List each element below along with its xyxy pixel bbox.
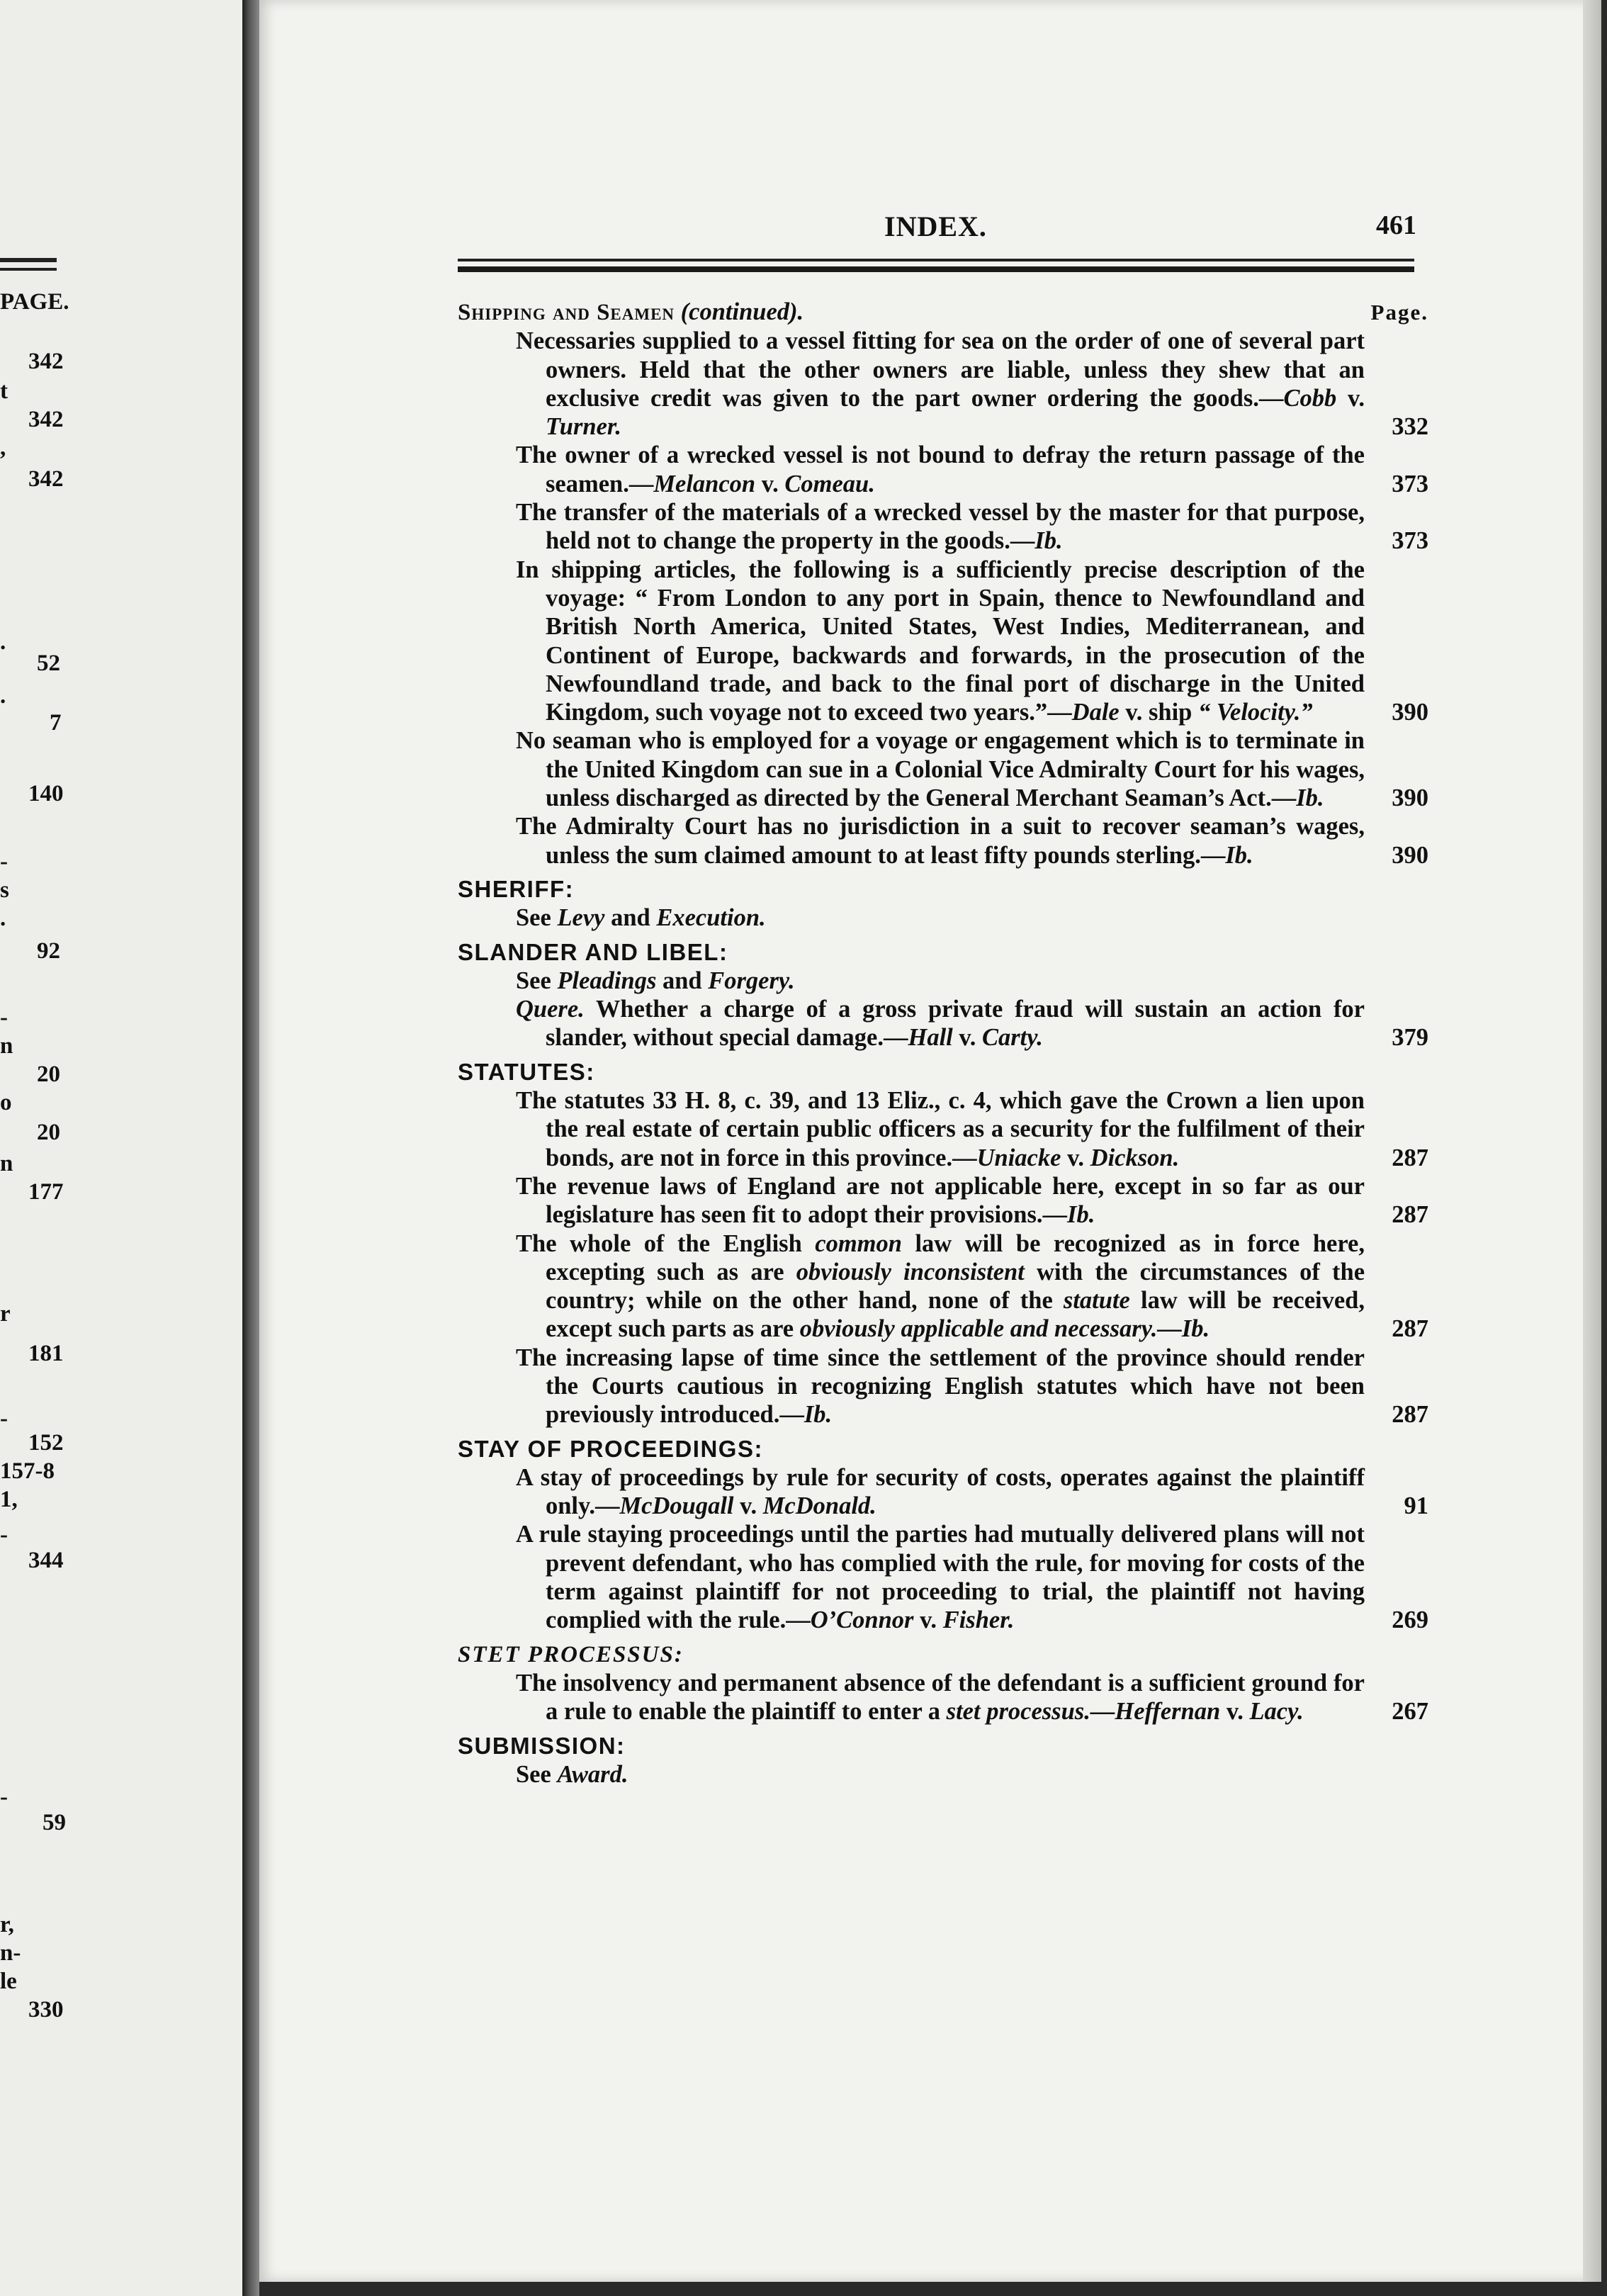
index-entry (458, 1229, 1428, 1344)
case-separator: v. (733, 1492, 763, 1520)
left-page-fragment: 157-8 (0, 1458, 55, 1484)
case-separator: v. (952, 1024, 982, 1052)
index-entry (458, 441, 1428, 498)
index-entry (458, 1520, 1428, 1634)
left-page-fragment: 177 (28, 1179, 64, 1205)
case-name: Ib. (1067, 1201, 1095, 1229)
case-party: Carty. (981, 1024, 1043, 1052)
case-separator: v. (755, 470, 785, 497)
entry-text: The revenue laws of England are not applicable here, except in so far as our legislature has seen fit to adopt their provisions.— (516, 1172, 1365, 1229)
case-name: Cobb (1283, 384, 1337, 412)
entry-italic-text: obviously inconsistent (796, 1258, 1025, 1285)
see-label: See (516, 967, 551, 994)
entry-text: The transfer of the materials of a wrecked vessel by the master for that purpose, held not to change the property in the goods.— (516, 499, 1365, 555)
entry-italic-text: stet processus.— (946, 1698, 1115, 1726)
case-party: Comeau. (784, 470, 875, 497)
left-page-fragment: 20 (37, 1120, 60, 1145)
index-entry (458, 1463, 1428, 1521)
entry-page-number: 390 (1392, 699, 1428, 726)
case-name: McDougall (619, 1492, 734, 1520)
section-heading-shipping (458, 298, 1428, 327)
left-page-fragment: n (0, 1033, 13, 1059)
entry-text: The Admiralty Court has no jurisdiction in a suit to recover seaman’s wages, unless the sum claimed amount to at least fifty pounds sterling.— (516, 813, 1365, 869)
index-entry (458, 1086, 1428, 1172)
and-label: and (656, 967, 709, 994)
header-rule-thin (458, 259, 1414, 261)
left-page-fragment: le (0, 1969, 17, 1994)
entry-page-number: 332 (1392, 413, 1428, 441)
left-page-fragment: 342 (28, 407, 64, 432)
left-page-fragment: 152 (28, 1430, 64, 1456)
entry-text: The insolvency and permanent absence of the defendant is a sufficient ground for a rule to enable the plaintiff to enter a (516, 1669, 1365, 1726)
see-also-slander (458, 967, 1428, 995)
page-edge (1583, 0, 1601, 2282)
case-name: Ib. (1296, 784, 1324, 812)
index-entry (458, 726, 1428, 812)
left-page-fragment: r (0, 1301, 11, 1327)
cross-reference: Levy (557, 904, 605, 932)
see-also-submission (458, 1760, 1428, 1789)
entry-page-number: 379 (1392, 1024, 1428, 1052)
left-page-fragment: , (0, 435, 6, 461)
index-entry (458, 995, 1428, 1052)
entry-page-number: 287 (1392, 1201, 1428, 1229)
and-label: and (604, 904, 657, 932)
left-page-fragment: 59 (43, 1810, 66, 1835)
entry-page-number: 390 (1392, 784, 1428, 812)
case-separator: v. (1336, 384, 1365, 412)
index-entry (458, 812, 1428, 870)
case-separator: v. (1061, 1144, 1090, 1171)
left-page-rule-1 (0, 258, 57, 262)
left-page-fragment: 342 (28, 466, 64, 492)
left-page-fragment: . (0, 906, 6, 931)
entry-page-number: 287 (1392, 1315, 1428, 1343)
case-party: Lacy. (1249, 1698, 1304, 1726)
left-page-fragment: n- (0, 1940, 21, 1966)
entry-page-number: 287 (1392, 1144, 1428, 1171)
left-page-fragment: - (0, 1406, 8, 1431)
entry-italic-text: obviously applicable and necessary.—Ib. (799, 1315, 1210, 1343)
index-entry (458, 1172, 1428, 1229)
case-name: Ib. (1225, 841, 1253, 869)
index-page (259, 0, 1601, 2282)
shipping-entries (458, 327, 1428, 870)
left-page-fragment: s (0, 877, 9, 903)
index-entry (458, 556, 1428, 727)
see-also-sheriff (458, 904, 1428, 932)
entry-text: A rule staying proceedings until the parties had mutually delivered plans will not prevent defendant, who has complied with the rule, for moving for costs of the term against plaintiff for not proceeding to trial, the plaintiff not having complied with the rule.— (516, 1521, 1365, 1634)
entry-text: The statutes 33 H. 8, c. 39, and 13 Eliz., c. 4, which gave the Crown a lien upon the real estate of certain public officers as a security for the fulfilment of their bonds, are not in force in this province.— (516, 1087, 1365, 1171)
section-title-stay: STAY OF PROCEEDINGS: (458, 1435, 763, 1462)
entry-text: The whole of the English (516, 1229, 816, 1257)
left-page-fragment: - (0, 1005, 8, 1030)
see-label: See (516, 904, 551, 932)
entry-text: with the circumstances of the country; while on the other hand, none of the (546, 1258, 1365, 1315)
left-page-fragment: . (0, 629, 6, 655)
case-separator: v. ship (1119, 699, 1198, 726)
section-title-slander: SLANDER AND LIBEL: (458, 938, 728, 965)
previous-page-strip (0, 0, 242, 2296)
entry-page-number: 390 (1392, 841, 1428, 869)
index-entry (458, 1669, 1428, 1726)
section-title: Shipping and Seamen (458, 300, 675, 325)
case-name: Ib. (804, 1401, 833, 1429)
case-name: Dale (1071, 699, 1120, 726)
left-page-fragment: t (0, 378, 8, 404)
continued-label: (continued). (680, 298, 804, 325)
page-number: 461 (1376, 210, 1416, 240)
entry-text: The increasing lapse of time since the settlement of the province should render the Courts cautious in recognizing English statutes which have not been previously introduced.— (516, 1344, 1365, 1429)
case-party: Fisher. (942, 1606, 1015, 1634)
left-page-fragment: 342 (28, 349, 64, 374)
left-page-fragment: 140 (28, 781, 64, 806)
case-party: “ Velocity.” (1197, 699, 1313, 726)
case-name: Melancon (653, 470, 756, 497)
cross-reference: Award. (557, 1760, 628, 1788)
case-party: Dickson. (1090, 1144, 1180, 1171)
left-page-rule-2 (0, 268, 57, 271)
section-title-statutes: STATUTES: (458, 1058, 595, 1085)
entry-page-number: 287 (1392, 1401, 1428, 1429)
index-entry (458, 327, 1428, 441)
left-page-fragment: 52 (37, 651, 60, 676)
index-entry (458, 498, 1428, 556)
stay-entries (458, 1463, 1428, 1635)
case-name: Ib. (1034, 527, 1063, 555)
section-title-sheriff: SHERIFF: (458, 875, 575, 902)
cross-reference: Forgery. (708, 967, 795, 994)
see-label: See (516, 1760, 551, 1788)
entry-text: The owner of a wrecked vessel is not bound to defray the return passage of the seamen.— (516, 441, 1365, 497)
entry-text: Necessaries supplied to a vessel fitting for sea on the order of one of several part owners. Held that the other owners are liable, unless they shew that an exclusive credit was given to the part owner ordering the goods.— (516, 327, 1365, 412)
case-separator: v. (1220, 1698, 1250, 1726)
section-title-stet: STET PROCESSUS: (458, 1641, 684, 1667)
header-rule-thick (458, 266, 1414, 272)
entry-page-number: 91 (1404, 1492, 1428, 1520)
page-column-label: Page. (1370, 300, 1428, 325)
section-title-submission: SUBMISSION: (458, 1732, 626, 1759)
book-gutter (242, 0, 259, 2296)
entry-page-number: 373 (1392, 470, 1428, 497)
left-page-fragment: o (0, 1090, 12, 1115)
entry-text: law will be received, except such parts as are (546, 1287, 1365, 1343)
left-page-fragment: - (0, 1522, 8, 1548)
cross-reference: Pleadings (557, 967, 657, 994)
statutes-entries (458, 1086, 1428, 1429)
left-page-fragment: 330 (28, 1997, 64, 2022)
case-party: McDonald. (762, 1492, 876, 1520)
entry-text: A stay of proceedings by rule for security of costs, operates against the plaintiff only.— (516, 1463, 1365, 1520)
index-body (458, 298, 1428, 1789)
left-page-fragment: 344 (28, 1548, 64, 1573)
running-head: INDEX. (884, 210, 987, 242)
left-page-fragment: 92 (37, 938, 60, 964)
case-party: Turner. (546, 413, 622, 441)
entry-text: Whether a charge of a gross private fraud will sustain an action for slander, without special damage.— (546, 996, 1365, 1052)
entry-page-number: 373 (1392, 527, 1428, 555)
entry-italic-text: common (815, 1229, 902, 1257)
entry-italic-text: statute (1063, 1287, 1130, 1315)
entry-page-number: 267 (1392, 1698, 1428, 1726)
left-page-fragment: n (0, 1151, 13, 1176)
left-page-fragment: 20 (37, 1062, 60, 1087)
entry-text: law will be recognized as in force here, excepting such as are (546, 1229, 1365, 1285)
entry-lead: Quere. (516, 996, 585, 1023)
left-page-fragment: 7 (50, 710, 62, 736)
left-page-fragment: 181 (28, 1341, 64, 1366)
case-separator: v. (913, 1606, 943, 1634)
cross-reference: Execution. (656, 904, 766, 932)
left-page-fragment: PAGE. (0, 289, 69, 315)
entry-text: In shipping articles, the following is a sufficiently precise description of the voyage: “ From London to any port in Spain, thence to Newfoundland and British North America, United States, West Indies, Mediterranean, and Continent of Europe, backwards and forwards, in the prosecution of the Newfoundland trade, and back to the final port of discharge in the United Kingdom, such voyage not to exceed two years.”— (516, 556, 1365, 726)
entry-text: No seaman who is employed for a voyage or engagement which is to terminate in the United Kingdom can sue in a Colonial Vice Admiralty Court for his wages, unless discharged as directed by the General Merchant Seaman’s Act.— (516, 727, 1365, 812)
index-entry (458, 1344, 1428, 1429)
case-name: Uniacke (976, 1144, 1061, 1171)
left-page-fragment: - (0, 1784, 8, 1810)
entry-page-number: 269 (1392, 1606, 1428, 1634)
left-page-fragment: . (0, 683, 6, 709)
left-page-fragment: 1, (0, 1487, 18, 1512)
left-page-fragment: r, (0, 1912, 14, 1937)
left-page-fragment: - (0, 849, 8, 874)
case-name: Hall (908, 1024, 953, 1052)
case-name: O’Connor (810, 1606, 914, 1634)
case-name: Heffernan (1115, 1698, 1221, 1726)
